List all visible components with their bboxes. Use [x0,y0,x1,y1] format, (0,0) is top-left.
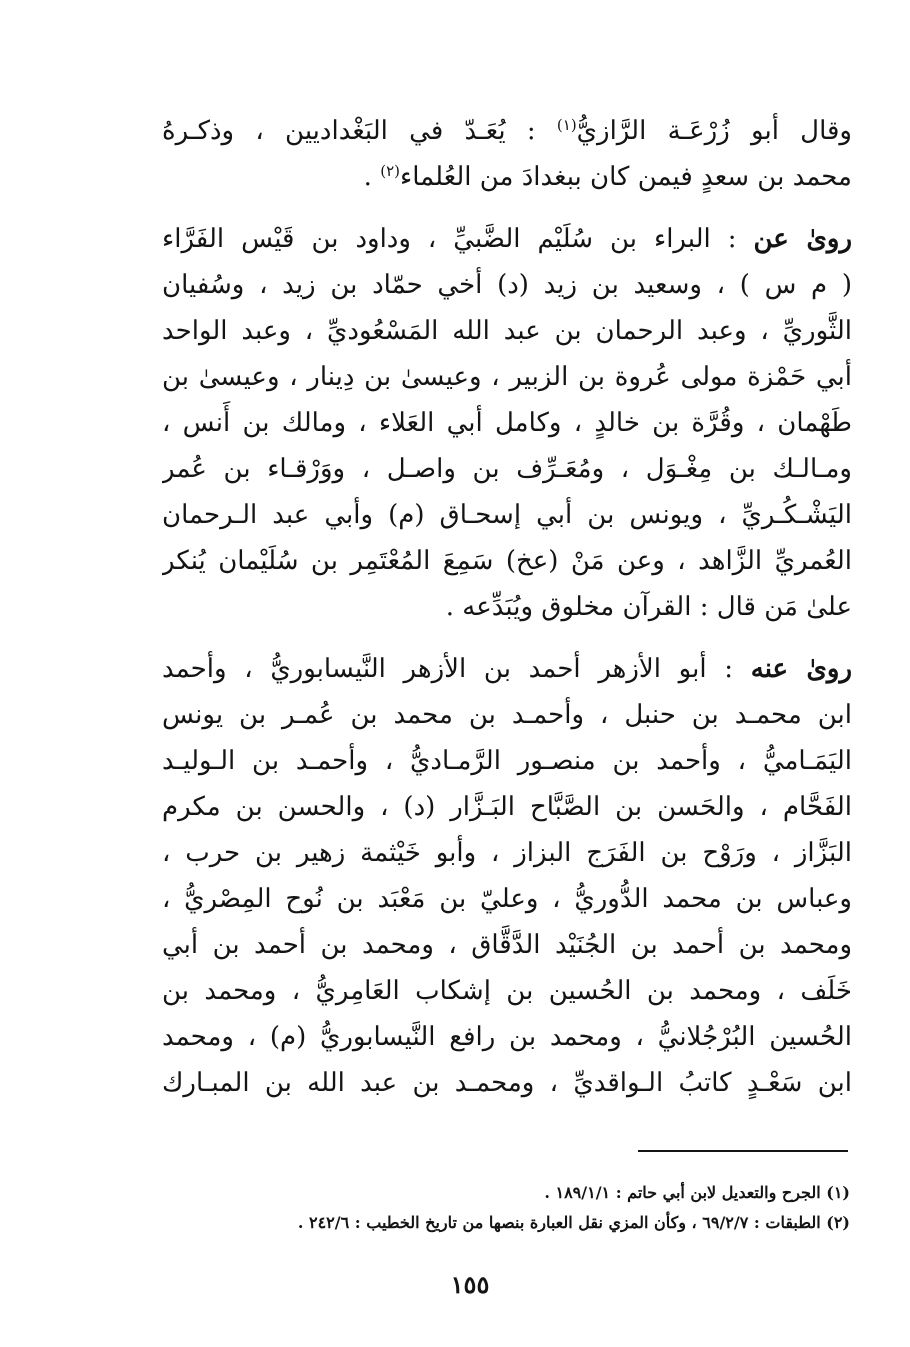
text-line: ابن محمـد بن حنبل ، وأحمـد بن محمد بن عُمـر بن يونس [162,700,852,730]
text-line: ( م س ) ، وسعيد بن زيد (د) أخي حمّاد بن زيد ، وسُفيان [162,270,852,300]
text-line: العُمريِّ الزَّاهد ، وعن مَنْ (عخ) سَمِعَ المُعْتَمِر بن سُلَيْمان يُنكر [162,546,852,576]
footnote-separator [638,1150,848,1152]
page-number: ١٥٥ [450,1270,490,1299]
text-line: اليَشْـكُـريِّ ، ويونس بن أبي إسحـاق (م) وأبي عبد الـرحمان [162,500,852,530]
paragraph-gap [162,630,852,646]
footnote-2: (٢) الطبقات : ٦٩/٢/٧ ، وكأن المزي نقل العبارة بنصها من تاريخ الخطيب : ٢٤٢/٦ . [297,1213,850,1232]
page-body [162,108,852,1106]
section-lead: روىٰ عنه [750,654,852,684]
footnote-marker[interactable]: (٢) [380,162,400,180]
text-span: . [363,162,381,192]
section-lead: روىٰ عن [753,224,852,254]
text-line: الفَحَّام ، والحَسن بن الصَّبَّاح البَـزَّار (د) ، والحسن بن مكرم [162,792,852,822]
text-line: طَهْمان ، وقُرَّة بن خالدٍ ، وكامل أبي العَلاء ، ومالك بن أَنس ، [162,408,852,438]
text-line: الثَّوريِّ ، وعبد الرحمان بن عبد الله المَسْعُوديِّ ، وعبد الواحد [162,316,852,346]
footnotes [150,1178,850,1238]
text-line: علىٰ مَن قال : القرآن مخلوق ويُبَدِّعه . [445,592,852,622]
text-line: اليَمَـاميُّ ، وأحمد بن منصـور الرَّمـاديُّ ، وأحمـد بن الـوليـد [162,746,852,776]
text-span: : أبو الأزهر أحمد بن الأزهر النَّيسابوريُّ ، وأحمد [162,654,751,684]
footnote-marker[interactable]: (١) [556,116,577,134]
text-line [162,154,852,200]
paragraph-abu-zura [162,108,852,200]
text-span: محمد بن سعدٍ فيمن كان ببغدادَ من العُلماء [399,162,852,192]
text-line [162,646,852,692]
text-line: ومـالـك بن مِغْـوَل ، ومُعَـرِّف بن واصـل ، ووَرْقـاء بن عُمر [162,454,852,484]
paragraph-gap [162,200,852,216]
text-line: ابن سَعْـدٍ كاتبُ الـواقديِّ ، ومحمـد بن عبد الله بن المبـارك [162,1068,852,1098]
text-line: خَلَف ، ومحمد بن الحُسين بن إشكاب العَامِريُّ ، ومحمد بن [162,976,852,1006]
text-line: أبي حَمْزة مولى عُروة بن الزبير ، وعيسىٰ بن دِينار ، وعيسىٰ بن [162,362,852,392]
text-line: الحُسين البُرْجُلانيُّ ، ومحمد بن رافع النَّيسابوريُّ (م) ، ومحمد [162,1022,852,1052]
footnote-1: (١) الجرح والتعديل لابن أبي حاتم : ١٨٩/١/١ . [544,1183,850,1202]
text-span: وقال أبو زُرْعَـة الرَّازيُّ [576,116,852,146]
text-line [162,216,852,262]
paragraph-narrated-by [162,646,852,1106]
text-span: : يُعَـدّ في البَغْداديين ، وذكـرهُ [162,116,557,146]
text-line: وعباس بن محمد الدُّوريُّ ، وعليّ بن مَعْبَد بن نُوح المِصْريُّ ، [162,884,852,914]
text-line [162,108,852,154]
text-line: البَزَّاز ، ورَوْح بن الفَرَج البزاز ، وأبو خَيْثمة زهير بن حرب ، [162,838,852,868]
text-span: : البراء بن سُلَيْم الضَّبيِّ ، وداود بن قَيْس الفَرَّاء [162,224,754,254]
text-line: ومحمد بن أحمد بن الجُنَيْد الدَّقَّاق ، ومحمد بن أحمد بن أبي [162,930,852,960]
paragraph-narrated-from [162,216,852,630]
